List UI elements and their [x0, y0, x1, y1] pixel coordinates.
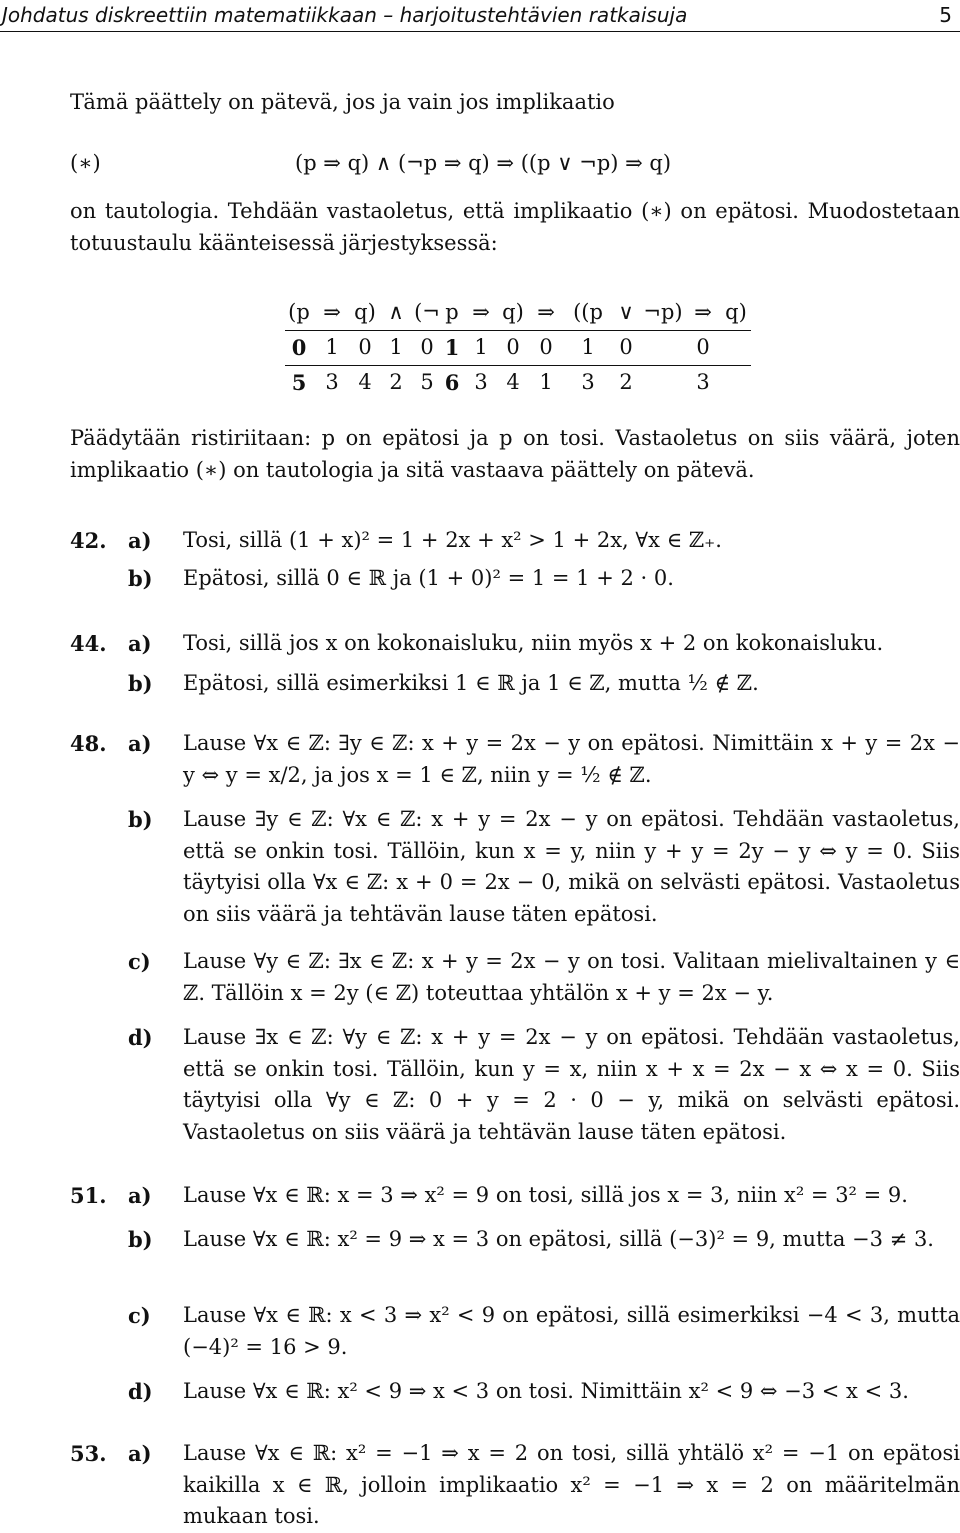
tt-order-cell	[641, 366, 685, 401]
item-label: c)	[128, 949, 151, 974]
formula-expression: (p ⇒ q) ∧ (¬p ⇒ q) ⇒ ((p ∨ ¬p) ⇒ q)	[295, 151, 672, 175]
problem-item	[128, 628, 960, 660]
item-label: a)	[128, 731, 152, 756]
item-text: Lause ∀x ∈ ℤ: ∃y ∈ ℤ: x + y = 2x − y on epätosi. Nimittäin x + y = 2x − y ⇔ y = x/2, ja jos x = 1 ∈ ℤ, niin y = ½ ∉ ℤ.	[183, 731, 960, 787]
tt-value-cell: 0	[351, 331, 379, 366]
tt-order-cell: 4	[506, 370, 520, 395]
tt-order-cell: 2	[389, 370, 403, 395]
tt-head-cell: q)	[351, 296, 379, 331]
problem-item	[128, 563, 960, 595]
item-label: d)	[128, 1025, 153, 1050]
item-text: Lause ∀x ∈ ℝ: x² = −1 ⇒ x = 2 on tosi, sillä yhtälö x² = −1 on epätosi kaikilla x ∈ ℝ, jolloin implikaatio x² = −1 ⇒ x = 2 on määritelmän mukaan tosi.	[183, 1441, 960, 1528]
tt-head-cell: ⇒	[463, 296, 499, 331]
tt-head-cell: ⇒	[313, 296, 351, 331]
tt-value-cell: 0	[685, 331, 721, 366]
problem-item	[128, 1224, 960, 1256]
item-text: Lause ∀x ∈ ℝ: x < 3 ⇒ x² < 9 on epätosi, sillä esimerkiksi −4 < 3, mutta (−4)² = 16 > 9.	[183, 1303, 960, 1359]
tt-head-cell: ⇒	[527, 296, 565, 331]
item-label: b)	[128, 671, 153, 696]
problem-number: 42.	[70, 528, 107, 553]
tt-order-cell: 1	[539, 370, 553, 395]
header-title: Johdatus diskreettiin matematiikkaan – harjoitustehtävien ratkaisuja	[2, 3, 688, 27]
item-label: a)	[128, 1441, 152, 1466]
item-text: Epätosi, sillä 0 ∈ ℝ ja (1 + 0)² = 1 = 1 + 2 · 0.	[183, 566, 674, 590]
item-text: Lause ∀x ∈ ℝ: x² < 9 ⇒ x < 3 on tosi. Nimittäin x² < 9 ⇔ −3 < x < 3.	[183, 1379, 909, 1403]
truth-table-values-row	[285, 331, 751, 366]
tt-order-cell: 5	[291, 370, 307, 396]
problem-item	[128, 804, 960, 930]
tt-value-cell: 1	[441, 331, 463, 366]
tt-value-cell: 1	[463, 331, 499, 366]
tt-order-cell: 3	[581, 370, 595, 395]
problem-item	[128, 1376, 960, 1408]
conclusion: Päädytään ristiriitaan: p on epätosi ja p on tosi. Vastaoletus on siis väärä, joten implikaatio (∗) on tautologia ja sitä vastaava päättely on pätevä.	[70, 426, 960, 482]
problem-item	[128, 1438, 960, 1533]
item-text: Lause ∃x ∈ ℤ: ∀y ∈ ℤ: x + y = 2x − y on epätosi. Tehdään vastaoletus, että se onkin tosi. Tällöin, kun y = x, niin x + x = 2x − x ⇔ x = 0. Siis täytyisi olla ∀y ∈ ℤ: 0 + y = 2 · 0 − y, mikä on selvästi epätosi. Vastaoletus on siis väärä ja tehtävän lause täten epätosi.	[183, 1025, 960, 1144]
item-text: Lause ∀x ∈ ℝ: x = 3 ⇒ x² = 9 on tosi, sillä jos x = 3, niin x² = 3² = 9.	[183, 1183, 908, 1207]
tt-order-cell: 3	[696, 370, 710, 395]
tt-head-cell: (¬	[413, 296, 441, 331]
problem-item	[128, 668, 960, 700]
header-rule	[0, 31, 960, 32]
item-label: a)	[128, 1183, 152, 1208]
running-header	[0, 0, 960, 32]
item-text: Lause ∃y ∈ ℤ: ∀x ∈ ℤ: x + y = 2x − y on epätosi. Tehdään vastaoletus, että se onkin tosi. Tällöin, kun x = y, niin y + y = 2y − y ⇔ y = 0. Siis täytyisi olla ∀x ∈ ℤ: x + 0 = 2x − 0, mikä on selvästi epätosi. Vastaoletus on siis väärä ja tehtävän lause täten epätosi.	[183, 807, 960, 926]
page-number: 5	[939, 3, 952, 27]
item-label: a)	[128, 528, 152, 553]
tt-head-cell: ((p	[565, 296, 611, 331]
tt-order-cell: 5	[420, 370, 434, 395]
item-label: a)	[128, 631, 152, 656]
tt-order-cell: 3	[474, 370, 488, 395]
tt-value-cell: 1	[313, 331, 351, 366]
tt-head-cell: (p	[285, 296, 313, 331]
tt-order-cell: 6	[444, 370, 460, 396]
problem-item	[128, 1180, 960, 1212]
tt-value-cell	[641, 331, 685, 366]
item-text: Lause ∀x ∈ ℝ: x² = 9 ⇒ x = 3 on epätosi, sillä (−3)² = 9, mutta −3 ≠ 3.	[183, 1227, 934, 1251]
problem-number: 53.	[70, 1441, 107, 1466]
tt-order-cell: 2	[619, 370, 633, 395]
problem-number: 44.	[70, 631, 107, 656]
problem-item	[128, 728, 960, 791]
item-label: b)	[128, 566, 153, 591]
problem-number: 48.	[70, 731, 107, 756]
tt-head-cell: q)	[499, 296, 527, 331]
tt-head-cell: ¬p)	[641, 296, 685, 331]
tt-head-cell: ∨	[611, 296, 641, 331]
problem-item	[128, 946, 960, 1009]
tt-value-cell: 0	[413, 331, 441, 366]
truth-table	[285, 296, 751, 400]
tt-order-cell: 4	[358, 370, 372, 395]
truth-table-order-row	[285, 366, 751, 401]
item-label: d)	[128, 1379, 153, 1404]
item-label: b)	[128, 807, 153, 832]
tt-order-cell	[721, 366, 751, 401]
tt-head-cell: ∧	[379, 296, 413, 331]
tt-value-cell: 1	[379, 331, 413, 366]
formula-tag: (∗)	[70, 151, 101, 175]
display-formula	[70, 148, 960, 182]
tt-head-cell: ⇒	[685, 296, 721, 331]
item-label: c)	[128, 1303, 151, 1328]
item-text: Epätosi, sillä esimerkiksi 1 ∈ ℝ ja 1 ∈ ℤ, mutta ½ ∉ ℤ.	[183, 671, 759, 695]
truth-table-header-row	[285, 296, 751, 331]
item-text: Tosi, sillä jos x on kokonaisluku, niin myös x + 2 on kokonaisluku.	[183, 631, 884, 655]
intro-after: on tautologia. Tehdään vastaoletus, että implikaatio (∗) on epätosi. Muodostetaan totuustaulu käänteisessä järjestyksessä:	[70, 199, 960, 255]
tt-value-cell: 1	[565, 331, 611, 366]
tt-value-cell: 0	[527, 331, 565, 366]
tt-value-cell: 0	[285, 331, 313, 366]
tt-head-cell: p	[441, 296, 463, 331]
tt-head-cell: q)	[721, 296, 751, 331]
item-text: Lause ∀y ∈ ℤ: ∃x ∈ ℤ: x + y = 2x − y on tosi. Valitaan mielivaltainen y ∈ ℤ. Tällöin x = 2y (∈ ℤ) toteuttaa yhtälön x + y = 2x − y.	[183, 949, 960, 1005]
item-label: b)	[128, 1227, 153, 1252]
problem-item	[128, 1300, 960, 1363]
intro-line: Tämä päättely on pätevä, jos ja vain jos implikaatio	[70, 90, 615, 114]
item-text: Tosi, sillä (1 + x)² = 1 + 2x + x² > 1 + 2x, ∀x ∈ ℤ₊.	[183, 528, 722, 552]
tt-value-cell: 0	[499, 331, 527, 366]
problem-number: 51.	[70, 1183, 107, 1208]
problem-item	[128, 525, 960, 557]
tt-value-cell: 0	[611, 331, 641, 366]
problem-item	[128, 1022, 960, 1148]
tt-order-cell: 3	[325, 370, 339, 395]
tt-value-cell	[721, 331, 751, 366]
